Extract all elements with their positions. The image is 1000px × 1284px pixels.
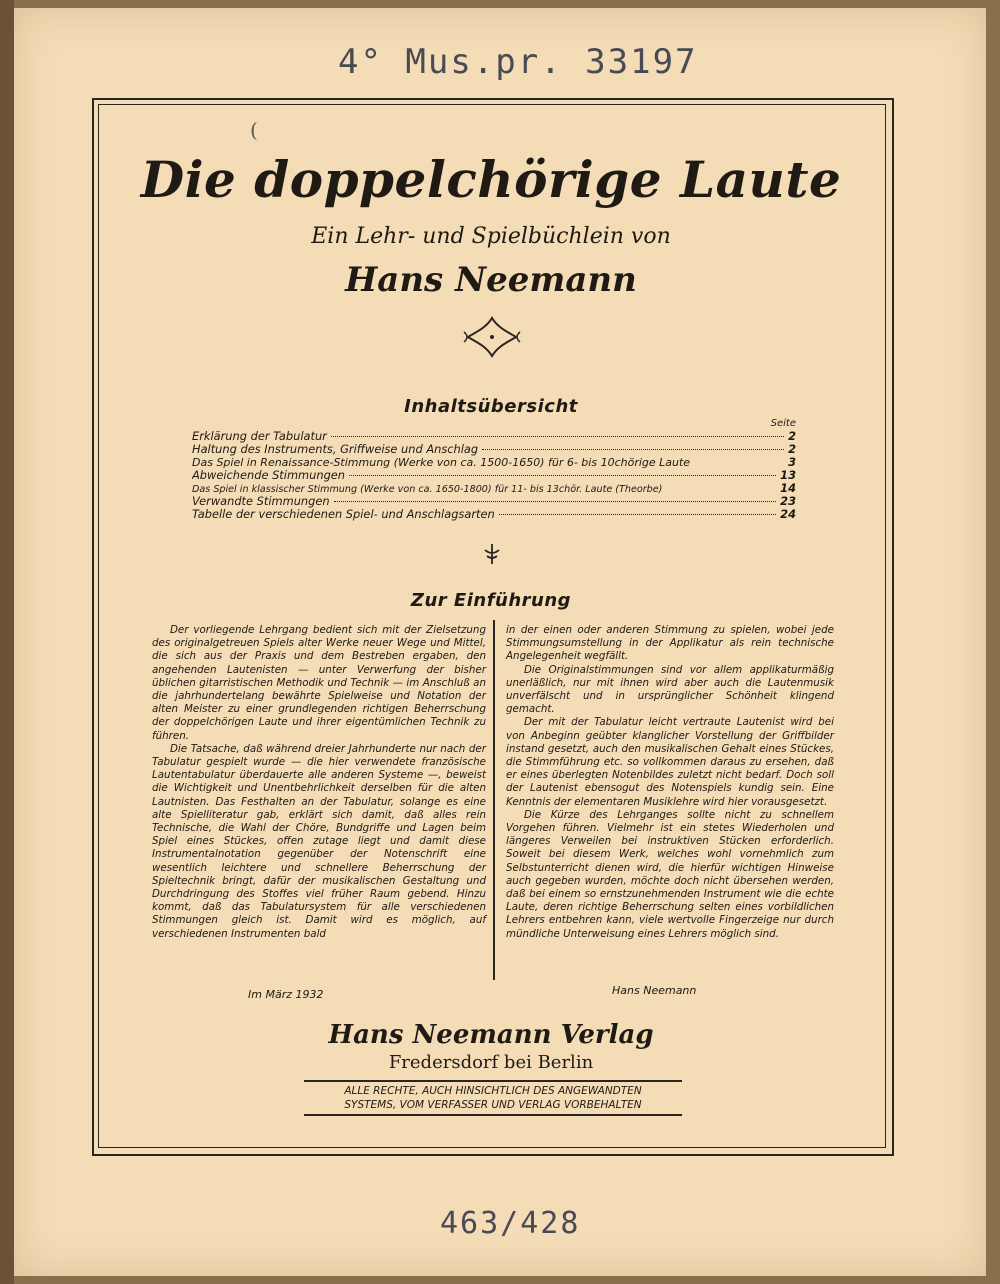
intro-paragraph: Die Tatsache, daß während dreier Jahrhunderte nur nach der Tabulatur gespielt wurde — die hier verwendete französische Lautentabulatur überdauerte alle anderen Systeme —, beweist die Wichtigkeit und Unentbehrlichkeit derselben für die alten Lautnisten. Das Festhalten an der Tabulatur, solange es eine alte Spielliteratur gab, erklärt sich damit, daß alles rein Technische, die Wahl der Chöre, Bundgriffe und Lagen beim Spiel eines Stückes, offen zutage liegt und damit diese Instrumentalnotation gegenüber der Notenschrift eine wesentlich leichtere und schnellere Beherrschung der Spieltechnik bringt, dafür der musikalischen Gestaltung und Durchdringung des Stoffes viel früher Raum gebend. Hinzu kommt, daß das Tabulatursystem für alle verschiedenen Stimmungen gleich ist. Damit wird es möglich, auf verschiedenen Instrumenten bald [152, 742, 486, 940]
toc-page-header: Seite [770, 418, 796, 429]
intro-right-column [506, 624, 834, 941]
intro-left-column [152, 624, 486, 941]
toc-entry [192, 443, 796, 456]
toc-entry-page: 23 [780, 495, 796, 508]
leader-dots [331, 436, 784, 437]
toc-entry-label: Das Spiel in Renaissance-Stimmung (Werke von ca. 1500-1650) für 6- bis 10chörige Laute [192, 456, 691, 469]
intro-paragraph: Der vorliegende Lehrgang bedient sich mit der Zielsetzung des originalgetreuen Spiels alter Werke neuer Wege und Mittel, die sich aus der Praxis und dem Bestreben ergaben, den angehenden Lautenisten — unter Verwerfung der bisher üblichen gitarristischen Methodik und Technik — im Anschluß an die jahrhundertelang bewährte Spielweise und Notation der alten Meister zu einer grundlegenden richtigen Beherrschung der doppelchörigen Laute und ihrer eigentümlichen Technik zu führen. [152, 624, 486, 742]
toc-entry [192, 508, 796, 521]
fleuron-icon [481, 542, 503, 566]
diamond-ornament-icon [462, 312, 522, 362]
intro-paragraph: in der einen oder anderen Stimmung zu spielen, wobei jede Stimmungsumstellung in der Applikatur als rein technische Angelegenheit wegfällt. [506, 624, 834, 663]
toc-entry-page: 24 [780, 508, 796, 521]
toc-entry [192, 430, 796, 443]
toc-entry-label: Erklärung der Tabulatur [192, 430, 327, 443]
title: Die doppelchörige Laute [140, 150, 842, 209]
shelfmark-bottom: 463/428 [440, 1206, 581, 1241]
leader-dots [334, 501, 777, 502]
toc-entry-page: 13 [780, 469, 796, 482]
toc-entry [192, 469, 796, 482]
toc-entry-label: Das Spiel in klassischer Stimmung (Werke von ca. 1650-1800) für 11- bis 13chör. Laute (Theorbe) [192, 484, 663, 495]
toc-entry-page: 3 [788, 456, 796, 469]
publisher: Hans Neemann Verlag [328, 1020, 654, 1050]
toc-entry-page: 2 [788, 443, 796, 456]
date-line: Im März 1932 [248, 988, 324, 1001]
table-of-contents [192, 418, 796, 521]
leader-dots [482, 449, 784, 450]
toc-entry [192, 456, 796, 469]
rights-line: ALLE RECHTE, AUCH HINSICHTLICH DES ANGEWANDTEN [344, 1085, 642, 1097]
leader-dots [349, 475, 776, 476]
signature: Hans Neemann [612, 984, 697, 997]
toc-entry-label: Haltung des Instruments, Griffweise und Anschlag [192, 443, 479, 456]
leader-dots [499, 514, 776, 515]
intro-heading: Zur Einführung [410, 590, 572, 611]
toc-entry-page: 2 [788, 430, 796, 443]
margin-mark: ( [250, 118, 258, 142]
rights-notice [304, 1080, 682, 1116]
scan-edge [0, 0, 14, 1284]
shelfmark-top: 4° Mus.pr. 33197 [338, 42, 698, 82]
toc-heading: Inhaltsübersicht [404, 396, 578, 417]
rights-line: SYSTEMS, VOM VERFASSER UND VERLAG VORBEHALTEN [344, 1099, 642, 1111]
toc-entry-label: Abweichende Stimmungen [192, 469, 346, 482]
toc-entry-page: 14 [780, 482, 796, 495]
toc-entry-label: Tabelle der verschiedenen Spiel- und Anschlagsarten [192, 508, 495, 521]
intro-paragraph: Die Originalstimmungen sind vor allem applikaturmäßig unerläßlich, nur mit ihnen wird aber auch die Lautenmusik unverfälscht und in ursprünglicher Schönheit klingend gemacht. [506, 663, 834, 716]
intro-paragraph: Die Kürze des Lehrganges sollte nicht zu schnellem Vorgehen führen. Vielmehr ist ein stetes Wiederholen und längeres Verweilen bei instruktiven Stücken erforderlich. Soweit bei diesem Werk, welches wohl vornehmlich zum Selbstunterricht dienen wird, die hierfür wichtigen Hinweise auch gegeben wurden, möchte doch nicht übersehen werden, daß bei einem so ernstzunehmenden Instrument wie die echte Laute, deren richtige Beherrschung selten eines vorbildlichen Lehrers entbehren kann, viele wertvolle Fingerzeige nur durch mündliche Unterweisung eines Lehrers möglich sind. [506, 808, 834, 940]
subtitle: Ein Lehr- und Spielbüchlein von [311, 224, 671, 249]
intro-paragraph: Der mit der Tabulatur leicht vertraute Lautenist wird bei von Anbeginn geübter klanglicher Vorstellung der Griffbilder instand gesetzt, auch den musikalischen Gehalt eines Stückes, die Stimmführung etc. so vollkommen daraus zu ersehen, daß er eines überlegten Notenbildes zuletzt nicht bedarf. Doch soll der Lautenist ebensogut des Notenspiels kundig sein. Eine Kenntnis der elementaren Musiklehre wird hier vorausgesetzt. [506, 716, 834, 808]
toc-entry [192, 495, 796, 508]
toc-entry-label: Verwandte Stimmungen [192, 495, 330, 508]
column-divider [493, 620, 495, 980]
author: Hans Neemann [345, 260, 637, 300]
toc-entry [192, 482, 796, 495]
publisher-place: Fredersdorf bei Berlin [388, 1052, 594, 1073]
